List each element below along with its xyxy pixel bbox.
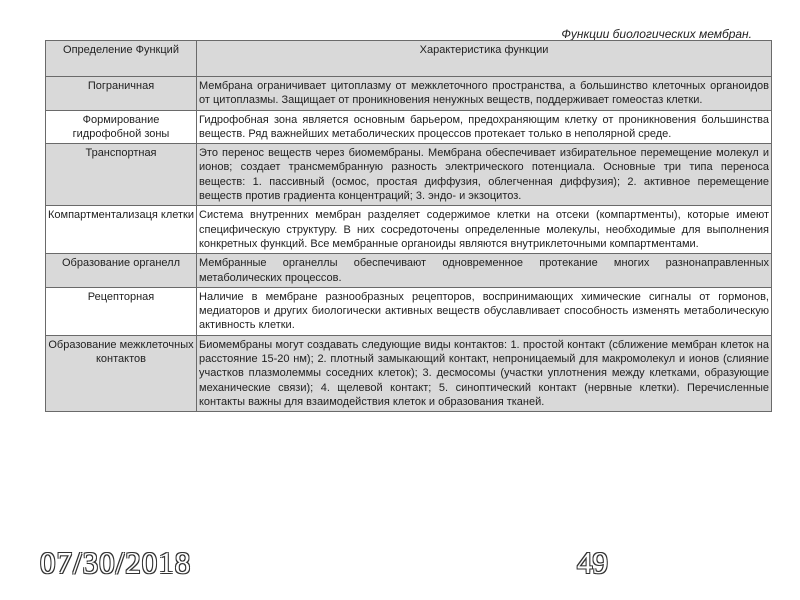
table-row	[46, 206, 772, 254]
footer-date: 07/30/2018	[40, 545, 192, 580]
table-row	[46, 144, 772, 206]
functions-table	[45, 40, 772, 412]
function-name: Формирование гидрофобной зоны	[46, 110, 197, 144]
function-description: Биомембраны могут создавать следующие виды контактов: 1. простой контакт (сближение мембран клеток на расстояние 15-20 нм); 2. плотный замыкающий контакт, непроницаемый для макромолекул и ионов (слияние участков плазмолеммы соседних клеток); 3. десмосомы (участки уплотнения между клетками, образующие механические связи); 4. щелевой контакт; 5. синоптический контакт (нервные клетки). Перечисленные контакты важны для взаимодействия клеток и образования тканей.	[197, 335, 772, 411]
table-row	[46, 77, 772, 111]
table-row	[46, 254, 772, 288]
function-description: Мембрана ограничивает цитоплазму от межклеточного пространства, а большинство клеточных органоидов от цитоплазмы. Защищает от проникновения ненужных веществ, поддерживает гомеостаз клетки.	[197, 77, 772, 111]
function-description: Это перенос веществ через биомембраны. Мембрана обеспечивает избирательное перемещение молекул и ионов; создает трансмембранную разность электрического потенциала. Основные три типа переноса веществ: 1. пассивный (осмос, простая диффузия, облегченная диффузия); 2. активное перемещение веществ против градиента концентраций; 3. эндо- и экзоцитоз.	[197, 144, 772, 206]
table-row	[46, 335, 772, 411]
table-row	[46, 287, 772, 335]
table-row	[46, 110, 772, 144]
function-description: Мембранные органеллы обеспечивают одновременное протекание многих разнонаправленных метаболических процессов.	[197, 254, 772, 288]
function-name: Компартментализаця клетки	[46, 206, 197, 254]
function-description: Гидрофобная зона является основным барьером, предохраняющим клетку от проникновения большинства веществ. Ряд важнейших метаболических процессов протекает только в неполярной среде.	[197, 110, 772, 144]
header-characteristic: Характеристика функции	[197, 41, 772, 77]
function-description: Наличие в мембране разнообразных рецепторов, воспринимающих химические сигналы от гормонов, медиаторов и других биологически активных веществ обуславливает способность изменять метаболическую активность клетки.	[197, 287, 772, 335]
slide-caption: Функции биологических мембран.	[561, 27, 752, 41]
function-name: Пограничная	[46, 77, 197, 111]
function-description: Система внутренних мембран разделяет содержимое клетки на отсеки (компартменты), которые имеют специфическую структуру. В них сосредоточены определенные молекулы, необходимые для выполнения конкретных функций. Все мембранные органоиды являются внутриклеточными компартментами.	[197, 206, 772, 254]
function-name: Образование органелл	[46, 254, 197, 288]
function-name: Образование межклеточных контактов	[46, 335, 197, 411]
function-name: Рецепторная	[46, 287, 197, 335]
page-number: 49	[577, 545, 608, 580]
table-header-row	[46, 41, 772, 77]
function-name: Транспортная	[46, 144, 197, 206]
header-definition: Определение Функций	[46, 41, 197, 77]
